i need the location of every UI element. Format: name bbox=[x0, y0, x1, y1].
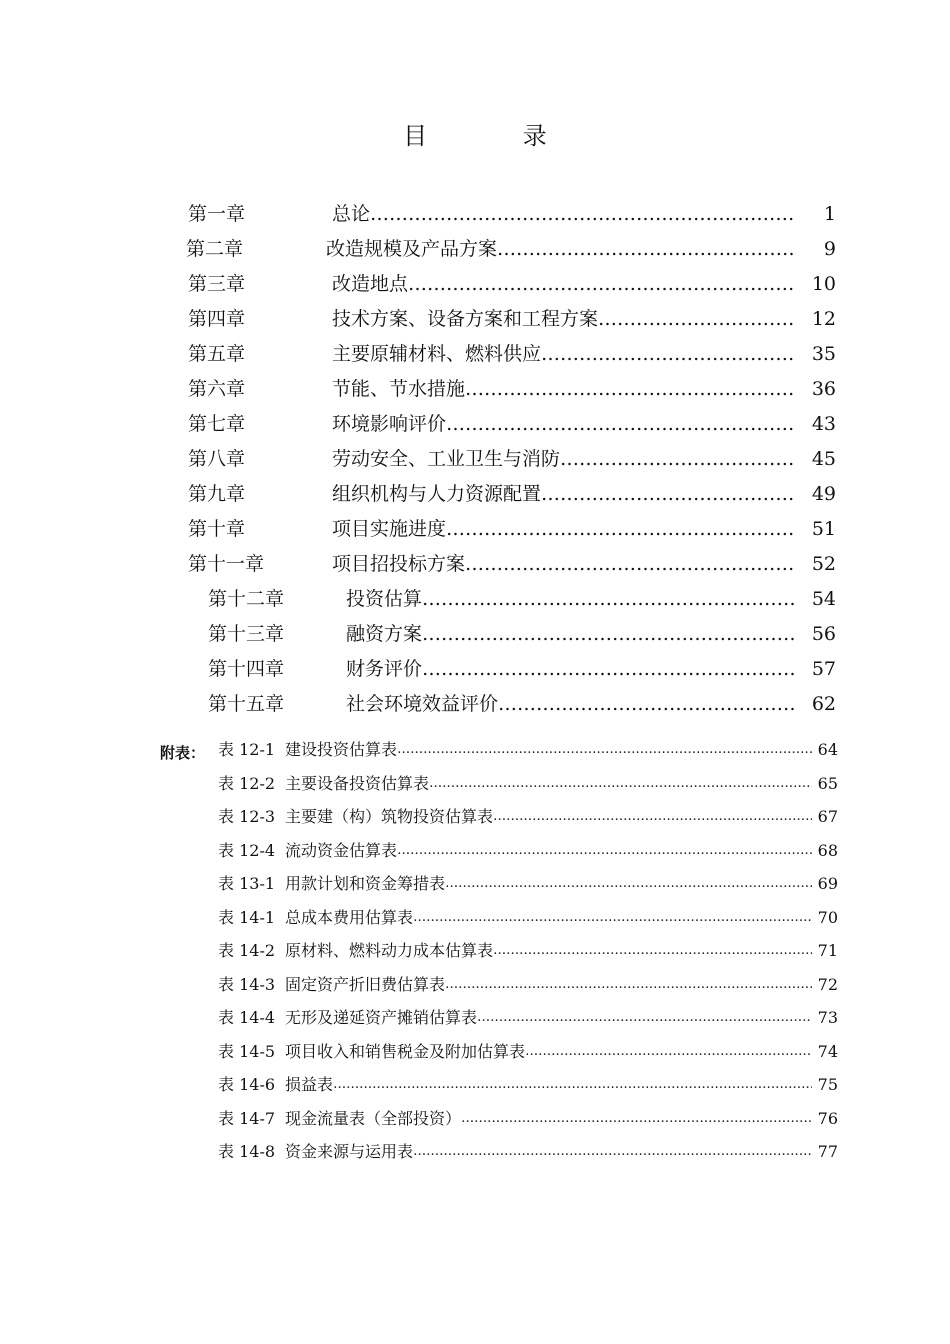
chapter-title: 组织机构与人力资源配置 bbox=[332, 483, 542, 505]
toc-entry[interactable] bbox=[188, 372, 836, 406]
appendix-entry[interactable] bbox=[218, 735, 838, 765]
dot-leader bbox=[445, 869, 812, 899]
toc-entry[interactable] bbox=[188, 512, 836, 546]
table-code: 表 14-7 bbox=[218, 1109, 276, 1128]
chapter-title: 主要原辅材料、燃料供应 bbox=[332, 343, 542, 365]
page-number: 12 bbox=[811, 308, 836, 330]
table-title: 现金流量表（全部投资） bbox=[285, 1109, 462, 1128]
chapter-number: 第七章 bbox=[188, 413, 246, 435]
table-code: 表 12-2 bbox=[218, 774, 276, 793]
table-code: 表 14-1 bbox=[218, 908, 276, 927]
appendix-entry[interactable] bbox=[218, 869, 838, 899]
chapter-number: 第十四章 bbox=[208, 658, 285, 680]
toc-entry[interactable] bbox=[188, 407, 836, 441]
table-code: 表 14-6 bbox=[218, 1075, 276, 1094]
chapter-number: 第二章 bbox=[186, 238, 244, 260]
chapter-number: 第十一章 bbox=[188, 553, 265, 575]
toc-entry[interactable] bbox=[188, 302, 836, 336]
dot-leader bbox=[429, 769, 812, 799]
dot-leader bbox=[413, 1137, 812, 1167]
dot-leader bbox=[598, 302, 796, 336]
appendix-entry[interactable] bbox=[218, 936, 838, 966]
chapter-title: 节能、节水措施 bbox=[332, 378, 466, 400]
chapter-title: 总论 bbox=[332, 203, 371, 225]
toc-entry[interactable] bbox=[188, 267, 836, 301]
page-number: 10 bbox=[811, 273, 836, 295]
dot-leader bbox=[541, 337, 796, 371]
toc-entry[interactable] bbox=[186, 232, 836, 266]
page-number: 67 bbox=[817, 807, 838, 826]
page-number: 1 bbox=[823, 203, 836, 225]
page-number: 65 bbox=[817, 774, 838, 793]
chapter-title: 财务评价 bbox=[346, 658, 423, 680]
table-title: 主要建（构）筑物投资估算表 bbox=[285, 807, 494, 826]
dot-leader bbox=[498, 687, 796, 721]
chapter-title: 改造规模及产品方案 bbox=[326, 238, 498, 260]
toc-entry[interactable] bbox=[208, 687, 836, 721]
appendix-entry[interactable] bbox=[218, 836, 838, 866]
dot-leader bbox=[422, 652, 796, 686]
chapter-number: 第十五章 bbox=[208, 693, 285, 715]
table-title: 无形及递延资产摊销估算表 bbox=[285, 1008, 478, 1027]
page-number: 49 bbox=[811, 483, 836, 505]
chapter-title: 项目招投标方案 bbox=[332, 553, 466, 575]
page-number: 35 bbox=[811, 343, 836, 365]
chapter-number: 第五章 bbox=[188, 343, 246, 365]
page-number: 71 bbox=[817, 941, 838, 960]
chapter-title: 劳动安全、工业卫生与消防 bbox=[332, 448, 561, 470]
page-number: 69 bbox=[817, 874, 838, 893]
appendix-entry[interactable] bbox=[218, 1037, 838, 1067]
chapter-number: 第四章 bbox=[188, 308, 246, 330]
toc-entry[interactable] bbox=[188, 442, 836, 476]
page-number: 70 bbox=[817, 908, 838, 927]
table-title: 项目收入和销售税金及附加估算表 bbox=[285, 1042, 526, 1061]
page-number: 76 bbox=[817, 1109, 838, 1128]
appendix-entry[interactable] bbox=[218, 1070, 838, 1100]
dot-leader bbox=[465, 372, 796, 406]
table-title: 流动资金估算表 bbox=[285, 841, 398, 860]
page-number: 68 bbox=[817, 841, 838, 860]
dot-leader bbox=[413, 903, 812, 933]
dot-leader bbox=[493, 936, 812, 966]
chapter-number: 第一章 bbox=[188, 203, 246, 225]
toc-entry[interactable] bbox=[188, 337, 836, 371]
dot-leader bbox=[397, 735, 812, 765]
appendix-entry[interactable] bbox=[218, 802, 838, 832]
table-title: 主要设备投资估算表 bbox=[285, 774, 430, 793]
page-number: 43 bbox=[811, 413, 836, 435]
table-title: 资金来源与运用表 bbox=[285, 1142, 414, 1161]
appendix-entry[interactable] bbox=[218, 970, 838, 1000]
table-code: 表 12-4 bbox=[218, 841, 276, 860]
dot-leader bbox=[497, 232, 796, 266]
dot-leader bbox=[370, 197, 796, 231]
table-code: 表 12-3 bbox=[218, 807, 276, 826]
page-number: 73 bbox=[817, 1008, 838, 1027]
page-number: 45 bbox=[811, 448, 836, 470]
page-number: 75 bbox=[817, 1075, 838, 1094]
dot-leader bbox=[477, 1003, 812, 1033]
page-number: 52 bbox=[811, 553, 836, 575]
page-number: 64 bbox=[817, 740, 838, 759]
appendix-entry[interactable] bbox=[218, 1104, 838, 1134]
table-code: 表 14-3 bbox=[218, 975, 276, 994]
chapter-number: 第八章 bbox=[188, 448, 246, 470]
table-title: 建设投资估算表 bbox=[285, 740, 398, 759]
chapter-title: 改造地点 bbox=[332, 273, 409, 295]
page-number: 9 bbox=[823, 238, 836, 260]
table-code: 表 14-5 bbox=[218, 1042, 276, 1061]
chapter-title: 技术方案、设备方案和工程方案 bbox=[332, 308, 599, 330]
appendix-entry[interactable] bbox=[218, 769, 838, 799]
chapter-number: 第三章 bbox=[188, 273, 246, 295]
chapter-number: 第九章 bbox=[188, 483, 246, 505]
appendix-label: 附表： bbox=[160, 744, 206, 762]
page-number: 36 bbox=[811, 378, 836, 400]
page-number: 57 bbox=[811, 658, 836, 680]
page-number: 74 bbox=[817, 1042, 838, 1061]
toc-entry[interactable] bbox=[188, 477, 836, 511]
table-title: 总成本费用估算表 bbox=[285, 908, 414, 927]
toc-entry[interactable] bbox=[208, 617, 836, 651]
table-code: 表 12-1 bbox=[218, 740, 276, 759]
dot-leader bbox=[446, 512, 796, 546]
dot-leader bbox=[461, 1104, 812, 1134]
appendix-entry[interactable] bbox=[218, 1003, 838, 1033]
page-number: 51 bbox=[811, 518, 836, 540]
chapter-title: 环境影响评价 bbox=[332, 413, 447, 435]
appendix-entry[interactable] bbox=[218, 903, 838, 933]
table-title: 原材料、燃料动力成本估算表 bbox=[285, 941, 494, 960]
dot-leader bbox=[446, 407, 796, 441]
page-number: 77 bbox=[817, 1142, 838, 1161]
chapter-number: 第十章 bbox=[188, 518, 246, 540]
dot-leader bbox=[493, 802, 812, 832]
chapter-number: 第十三章 bbox=[208, 623, 285, 645]
dot-leader bbox=[333, 1070, 812, 1100]
appendix-entry[interactable] bbox=[218, 1137, 838, 1167]
chapter-title: 项目实施进度 bbox=[332, 518, 447, 540]
page-number: 62 bbox=[811, 693, 836, 715]
page-number: 72 bbox=[817, 975, 838, 994]
table-code: 表 14-8 bbox=[218, 1142, 276, 1161]
dot-leader bbox=[445, 970, 812, 1000]
dot-leader bbox=[465, 547, 796, 581]
dot-leader bbox=[408, 267, 796, 301]
dot-leader bbox=[525, 1037, 812, 1067]
dot-leader bbox=[560, 442, 796, 476]
chapter-title: 融资方案 bbox=[346, 623, 423, 645]
table-title: 损益表 bbox=[285, 1075, 334, 1094]
toc-entry[interactable] bbox=[208, 582, 836, 616]
page-number: 54 bbox=[811, 588, 836, 610]
dot-leader bbox=[422, 617, 796, 651]
dot-leader bbox=[422, 582, 796, 616]
toc-entry[interactable] bbox=[188, 547, 836, 581]
chapter-title: 社会环境效益评价 bbox=[346, 693, 499, 715]
page-number: 56 bbox=[811, 623, 836, 645]
chapter-number: 第十二章 bbox=[208, 588, 285, 610]
dot-leader bbox=[397, 836, 812, 866]
table-code: 表 13-1 bbox=[218, 874, 276, 893]
page-title: 目 录 bbox=[403, 122, 591, 150]
chapter-title: 投资估算 bbox=[346, 588, 423, 610]
dot-leader bbox=[541, 477, 796, 511]
table-title: 用款计划和资金筹措表 bbox=[285, 874, 446, 893]
table-code: 表 14-2 bbox=[218, 941, 276, 960]
table-title: 固定资产折旧费估算表 bbox=[285, 975, 446, 994]
table-code: 表 14-4 bbox=[218, 1008, 276, 1027]
toc-entry[interactable] bbox=[208, 652, 836, 686]
toc-entry[interactable] bbox=[188, 197, 836, 231]
chapter-number: 第六章 bbox=[188, 378, 246, 400]
